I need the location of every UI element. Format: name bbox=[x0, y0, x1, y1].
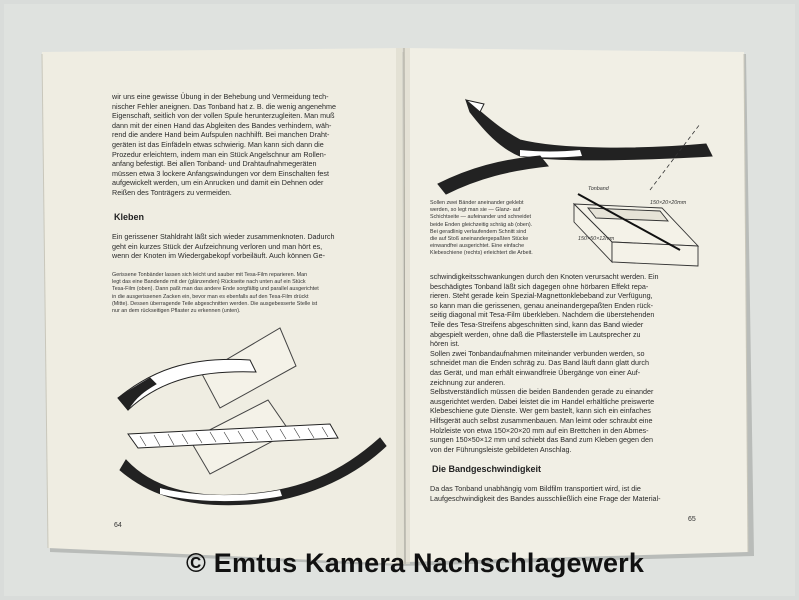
text-line: rieren. Steht gerade kein Spezial-Magnettonklebeband zur Verfügung, bbox=[430, 291, 653, 301]
text-line: von der Führungsleiste gebildeten Anschlag. bbox=[430, 444, 572, 454]
caption-line: beide Enden gleichzeitig schräg ab (oben). bbox=[430, 221, 533, 228]
text-line: Selbstverständlich müssen die beiden Bandenden gerade zu einander bbox=[430, 387, 654, 397]
text-line: geräten ist das Einfädeln etwas schwierig. Man kann sich dann die bbox=[112, 139, 324, 149]
text-line: das Gerät, und man erhält einwandfreie Übergänge von einer Auf- bbox=[430, 367, 641, 377]
page-number-right: 65 bbox=[688, 516, 696, 523]
text-line: aufgewickelt werden, um ein Anrucken und damit ein Dehnen oder bbox=[112, 178, 324, 188]
text-line: Reißen des Tonträgers zu vermeiden. bbox=[112, 187, 232, 197]
heading-bandgeschwindigkeit: Die Bandgeschwindigkeit bbox=[432, 464, 542, 474]
text-line: Ein gerissener Stahldraht läßt sich wieder zusammenknoten. Dadurch bbox=[112, 232, 335, 241]
copyright-watermark: © Emtus Kamera Nachschlagewerk bbox=[186, 548, 645, 578]
text-line: Teile des Tesa-Streifens abgeschnitten sind, kann das Band wieder bbox=[430, 319, 644, 329]
text-line: beschädigtes Tonband läßt sich dagegen ohne hörbaren Effekt repa- bbox=[430, 281, 649, 291]
text-line: seitig diagonal mit Tesa-Film überkleben. Nachdem die überstehenden bbox=[430, 310, 655, 320]
text-line: abgespielt werden, ohne daß die Pflasterstelle im Lautsprecher zu bbox=[430, 329, 641, 339]
text-line: Sollen zwei Tonbandaufnahmen miteinander verbunden werden, so bbox=[430, 348, 645, 358]
text-line: Da das Tonband unabhängig vom Bildfilm transportiert wird, ist die bbox=[430, 484, 641, 493]
text-line: anfang befestigt. Bei allen Tonband- und Drahtaufnahmegeräten bbox=[112, 159, 317, 169]
left-para-1 bbox=[112, 92, 384, 198]
text-line: hören ist. bbox=[430, 339, 460, 349]
right-body-text bbox=[430, 272, 700, 454]
text-line: ausgerichtet werden. Dabei leistet die im Handel erhältliche preiswerte bbox=[430, 396, 655, 406]
caption-line: (Mitte). Dessen überragende Teile abgeschnitten werden. Die ausgebesserte Stelle ist bbox=[112, 300, 318, 307]
right-para-last bbox=[430, 484, 700, 503]
text-line: so kann man die gerissenen, genau aneinandergepaßten Enden rück- bbox=[430, 300, 653, 310]
text-line: Holzleiste von etwa 150×20×20 mm auf ein Brettchen in den Abmes- bbox=[430, 425, 649, 435]
caption-line: werden, so legt man sie — Glanz- auf bbox=[430, 207, 521, 214]
heading-kleben: Kleben bbox=[114, 212, 145, 222]
caption-line: nur an dem rückseitigen Pflaster zu erkennen (unten). bbox=[112, 308, 241, 315]
caption-line: Schichtseite — aufeinander und schneidet bbox=[430, 214, 531, 221]
right-figure-caption bbox=[430, 200, 570, 258]
label-dim-bottom: 150×50×12mm bbox=[578, 236, 615, 242]
text-line: schneidet man die Enden schräg zu. Das Band läuft dann glatt durch bbox=[430, 358, 649, 368]
text-line: dann mit der einen Hand das Abgleiten des Bandes verhindern, wäh- bbox=[112, 120, 332, 130]
text-line: Prozedur erleichtern, indem man ein Stück Angelschnur am Rollen- bbox=[112, 149, 327, 159]
caption-line: Tesa-Film (oben). Dann paßt man das andere Ende sorgfältig und parallel ausgerichtet bbox=[112, 286, 319, 293]
text-line: müssen etwa 3 lockere Anfangswindungen vor dem Einschalten fest bbox=[112, 168, 329, 178]
text-line: geht ein kurzes Stück der Aufzeichnung verloren und man hört es, bbox=[112, 241, 323, 251]
text-line: schwindigkeitsschwankungen durch den Knoten verursacht werden. Ein bbox=[430, 272, 659, 281]
left-figure-caption bbox=[112, 272, 384, 315]
caption-line: in die ausgerissenen Zacken ein, bevor man es ebenfalls auf den Tesa-Film drückt bbox=[112, 293, 309, 300]
caption-line: Sollen zwei Bänder aneinander geklebt bbox=[430, 200, 524, 206]
label-dim-top: 150×20×20mm bbox=[650, 200, 687, 206]
text-line: Klebeschiene gute Dienste. Wer gern bastelt, kann sich ein einfaches bbox=[430, 406, 651, 416]
text-line: rend die andere Hand beim Aufspulen nachhilft. Bei manchen Draht- bbox=[112, 130, 330, 140]
text-line: nischer Fehler aneignen. Das Tonband hat z. B. die wenig angenehme bbox=[112, 101, 337, 111]
left-para-2 bbox=[112, 232, 384, 261]
text-line: wir uns eine gewisse Übung in der Behebung und Vermeidung tech- bbox=[112, 92, 329, 101]
text-line: Hilfsgerät auch selbst zusammenbauen. Man leimt oder schraubt eine bbox=[430, 415, 653, 425]
page-number-left: 64 bbox=[114, 522, 122, 529]
text-line: Eigenschaft, seitlich von der vollen Spule herunterzugleiten. Man muß bbox=[112, 111, 335, 121]
text-line: zeichnung zur anderen. bbox=[430, 377, 506, 387]
caption-line: die auf Stoß aneinandergepaßten Stücke bbox=[430, 236, 529, 243]
caption-line: Bei geradlinig verlaufendem Schnitt sind bbox=[430, 228, 527, 235]
label-tonband: Tonband bbox=[588, 186, 609, 192]
caption-line: Gerissene Tonbänder lassen sich leicht und sauber mit Tesa-Film reparieren. Man bbox=[112, 272, 308, 278]
caption-line: legt das eine Bandende mit der (glänzenden) Rückseite nach unten auf ein Stück bbox=[112, 279, 306, 286]
text-line: sungen 150×50×12 mm und schiebt das Band zum Kleben gegen den bbox=[430, 435, 653, 445]
text-line: wenn der Knoten im Wiedergabekopf vorbeiläuft. Auch können Ge- bbox=[112, 251, 325, 261]
caption-line: einwandfrei ausgerichtet. Eine einfache bbox=[430, 243, 525, 250]
text-line: Laufgeschwindigkeit des Bandes ausschließlich eine Frage der Material- bbox=[430, 493, 661, 503]
caption-line: Klebeschiene (rechts) erleichtert die Arbeit. bbox=[430, 250, 533, 257]
